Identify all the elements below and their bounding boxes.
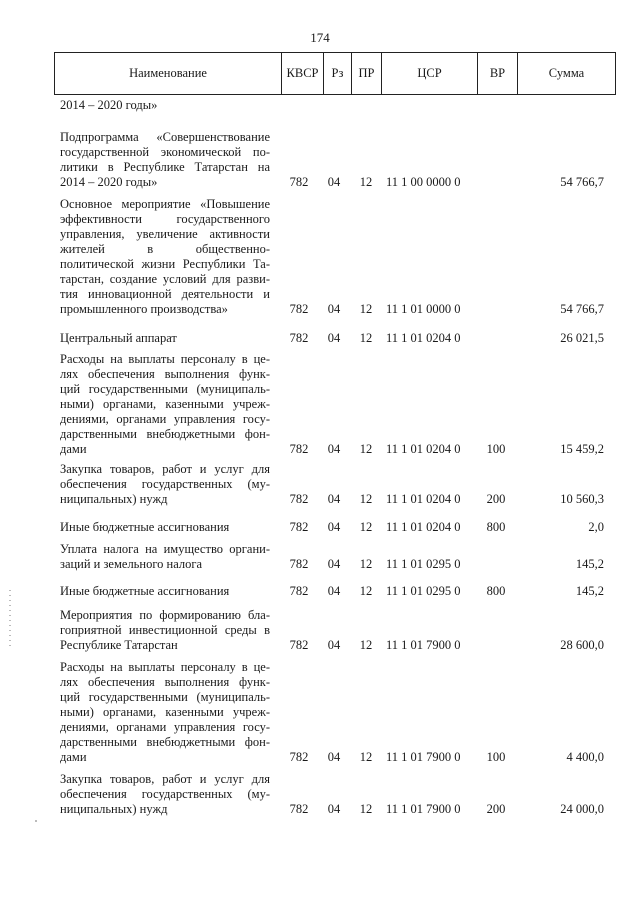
cell-vr: 100: [486, 442, 506, 456]
cell-kvsr: 782: [289, 302, 309, 316]
cell-rz: 04: [327, 520, 341, 534]
row-name-line: ными) органами, казенными учреж-: [60, 705, 270, 719]
cell-rz: 04: [327, 584, 341, 598]
margin-marks: [9, 590, 11, 650]
row-name-line: ными) органами, казенными учреж-: [60, 397, 270, 411]
cell-kvsr: 782: [289, 175, 309, 189]
cell-sum: 28 600,0: [560, 638, 604, 652]
cell-rz: 04: [327, 302, 341, 316]
cell-sum: 54 766,7: [560, 302, 604, 316]
row-name-line: 2014 – 2020 годы»: [60, 175, 158, 189]
cell-sum: 10 560,3: [560, 492, 604, 506]
cell-sum: 54 766,7: [560, 175, 604, 189]
cell-csr: 11 1 01 0000 0: [386, 302, 461, 316]
cell-vr: 200: [486, 802, 506, 816]
row-name: [60, 462, 270, 507]
cell-sum: 145,2: [575, 557, 604, 571]
row-name-line: обеспечения государственных (му-: [60, 477, 270, 491]
cell-pr: 12: [359, 638, 373, 652]
cell-sum: 2,0: [588, 520, 604, 534]
cell-sum: 145,2: [575, 584, 604, 598]
row-name-line: дарственными внебюджетными фон-: [60, 735, 270, 749]
row-name: [60, 98, 270, 113]
row-name-line: дами: [60, 442, 87, 456]
row-name: [60, 197, 270, 317]
row-name: [60, 608, 270, 653]
row-name-line: дениями, органами управления госу-: [60, 720, 270, 734]
row-name-line: Расходы на выплаты персоналу в це-: [60, 352, 270, 366]
row-name-line: Мероприятия по формированию бла-: [60, 608, 270, 622]
cell-kvsr: 782: [289, 492, 309, 506]
cell-csr: 11 1 00 0000 0: [386, 175, 461, 189]
cell-kvsr: 782: [289, 331, 309, 345]
cell-kvsr: 782: [289, 442, 309, 456]
row-name-line: Основное мероприятие «Повышение: [60, 197, 270, 211]
row-name-line: Закупка товаров, работ и услуг для: [60, 772, 270, 786]
cell-kvsr: 782: [289, 584, 309, 598]
row-name-line: ций государственными (муниципаль-: [60, 690, 270, 704]
row-name-line: Республике Татарстан: [60, 638, 178, 652]
cell-pr: 12: [359, 750, 373, 764]
row-name: [60, 130, 270, 190]
row-name-line: литики в Республике Татарстан на: [60, 160, 270, 174]
row-name-line: государственной экономической по-: [60, 145, 270, 159]
row-name: [60, 542, 270, 572]
column-header-pr: ПР: [351, 53, 381, 94]
cell-csr: 11 1 01 0204 0: [386, 492, 461, 506]
row-name-line: ниципальных) нужд: [60, 492, 168, 506]
row-name-line: гоприятной инвестиционной среды в: [60, 623, 270, 637]
row-name-line: дами: [60, 750, 87, 764]
cell-pr: 12: [359, 175, 373, 189]
row-name-line: Центральный аппарат: [60, 331, 177, 345]
cell-csr: 11 1 01 0295 0: [386, 557, 461, 571]
cell-pr: 12: [359, 331, 373, 345]
row-name-line: лях обеспечения выполнения функ-: [60, 367, 270, 381]
row-name-line: Иные бюджетные ассигнования: [60, 520, 230, 534]
column-header-kvsr: КВСР: [281, 53, 323, 94]
row-name-line: тарстан, создание условий для разви-: [60, 272, 270, 286]
cell-pr: 12: [359, 584, 373, 598]
row-name-line: Расходы на выплаты персоналу в це-: [60, 660, 270, 674]
row-name-line: управления, увеличение активности: [60, 227, 270, 241]
row-name: [60, 520, 270, 535]
cell-vr: 800: [486, 584, 506, 598]
cell-csr: 11 1 01 0204 0: [386, 331, 461, 345]
row-name-line: дарственными внебюджетными фон-: [60, 427, 270, 441]
column-header-vr: ВР: [477, 53, 517, 94]
row-name: [60, 331, 270, 346]
cell-pr: 12: [359, 302, 373, 316]
margin-mark: [35, 820, 37, 822]
cell-pr: 12: [359, 557, 373, 571]
row-name-line: 2014 – 2020 годы»: [60, 98, 158, 112]
row-name-line: Иные бюджетные ассигнования: [60, 584, 230, 598]
row-name-line: промышленного производства»: [60, 302, 228, 316]
row-name-line: обеспечения государственных (му-: [60, 787, 270, 801]
cell-pr: 12: [359, 492, 373, 506]
cell-pr: 12: [359, 520, 373, 534]
cell-rz: 04: [327, 175, 341, 189]
cell-csr: 11 1 01 7900 0: [386, 750, 461, 764]
cell-rz: 04: [327, 802, 341, 816]
cell-rz: 04: [327, 492, 341, 506]
row-name: [60, 660, 270, 765]
row-name: [60, 352, 270, 457]
cell-vr: 100: [486, 750, 506, 764]
column-header-sum: Сумма: [517, 53, 615, 94]
row-name-line: жителей в общественно-: [60, 242, 270, 256]
cell-pr: 12: [359, 802, 373, 816]
table-header: [54, 52, 616, 95]
cell-sum: 24 000,0: [560, 802, 604, 816]
cell-rz: 04: [327, 750, 341, 764]
cell-kvsr: 782: [289, 750, 309, 764]
page-number: 174: [310, 30, 330, 45]
cell-vr: 800: [486, 520, 506, 534]
column-header-name: Наименование: [129, 66, 207, 80]
row-name-line: Закупка товаров, работ и услуг для: [60, 462, 270, 476]
row-name-line: ций государственными (муниципаль-: [60, 382, 270, 396]
cell-csr: 11 1 01 7900 0: [386, 802, 461, 816]
cell-rz: 04: [327, 557, 341, 571]
cell-csr: 11 1 01 0295 0: [386, 584, 461, 598]
cell-rz: 04: [327, 638, 341, 652]
cell-csr: 11 1 01 7900 0: [386, 638, 461, 652]
cell-vr: 200: [486, 492, 506, 506]
cell-pr: 12: [359, 442, 373, 456]
cell-rz: 04: [327, 442, 341, 456]
cell-kvsr: 782: [289, 802, 309, 816]
row-name-line: политической жизни Республики Та-: [60, 257, 270, 271]
cell-sum: 4 400,0: [566, 750, 604, 764]
row-name-line: заций и земельного налога: [60, 557, 203, 571]
row-name-line: Уплата налога на имущество органи-: [60, 542, 270, 556]
row-name: [60, 772, 270, 817]
cell-csr: 11 1 01 0204 0: [386, 520, 461, 534]
cell-sum: 26 021,5: [560, 331, 604, 345]
cell-kvsr: 782: [289, 520, 309, 534]
row-name-line: ниципальных) нужд: [60, 802, 168, 816]
cell-csr: 11 1 01 0204 0: [386, 442, 461, 456]
row-name-line: лях обеспечения выполнения функ-: [60, 675, 270, 689]
column-header-csr: ЦСР: [381, 53, 477, 94]
row-name: [60, 584, 270, 599]
cell-rz: 04: [327, 331, 341, 345]
column-header-rz: Рз: [323, 53, 351, 94]
row-name-line: тия инновационной деятельности и: [60, 287, 270, 301]
cell-kvsr: 782: [289, 638, 309, 652]
row-name-line: Подпрограмма «Совершенствование: [60, 130, 270, 144]
row-name-line: эффективности государственного: [60, 212, 270, 226]
cell-sum: 15 459,2: [560, 442, 604, 456]
row-name-line: дениями, органами управления госу-: [60, 412, 270, 426]
cell-kvsr: 782: [289, 557, 309, 571]
